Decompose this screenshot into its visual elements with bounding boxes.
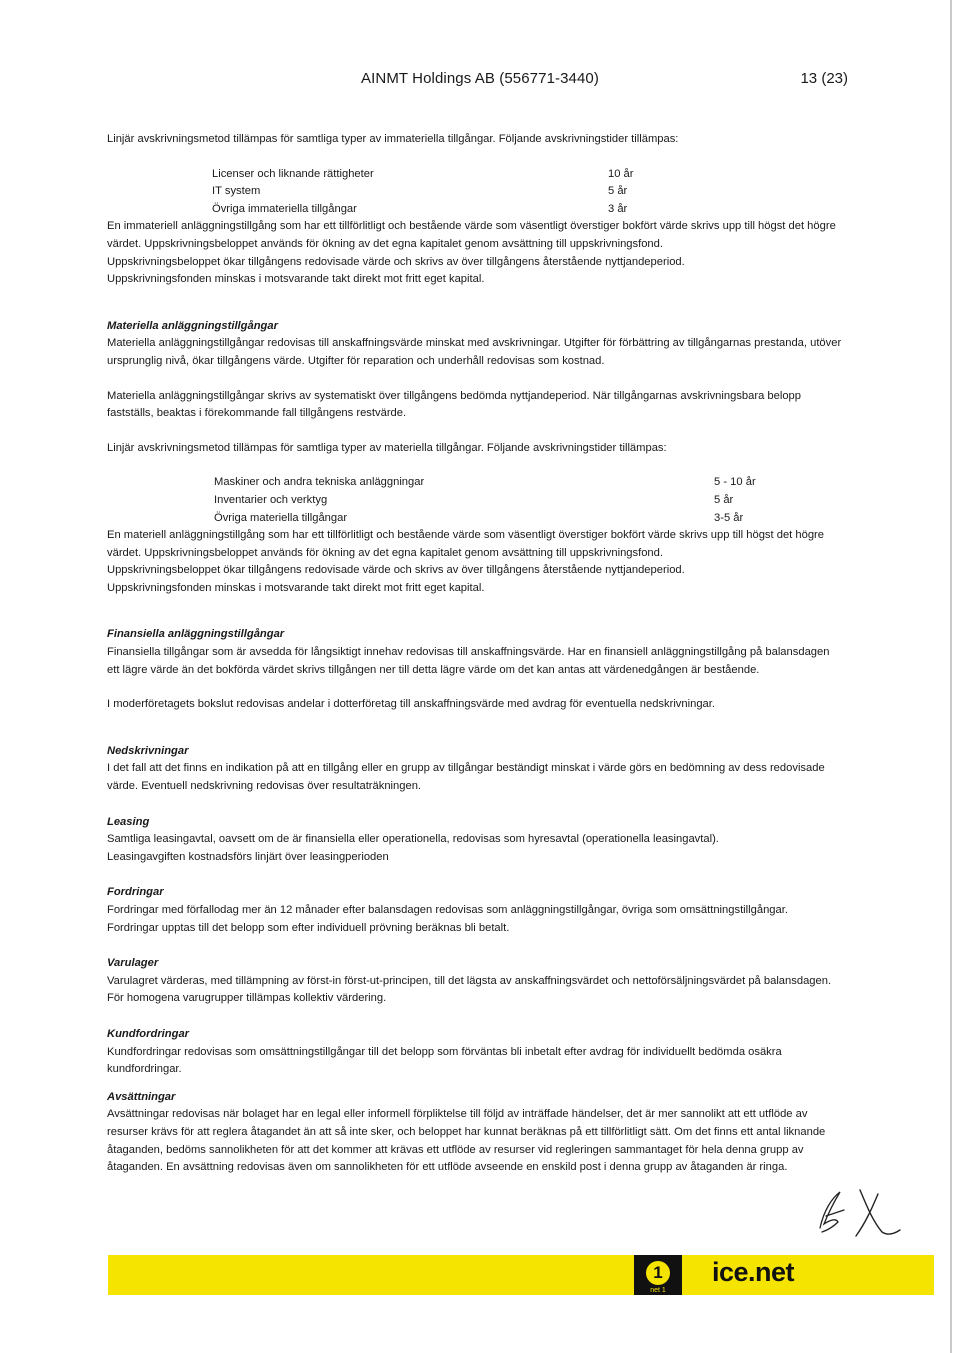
item-label: Licenser och liknande rättigheter — [212, 167, 374, 180]
paragraph: Materiella anläggningstillgångar redovisas till anskaffningsvärde minskat med avskrivningar. Utgifter för förbättring av tillgångarnas prestanda, utöver ursprunglig nivå, ökar tillgångens värde. Utgifter för reparation och underhåll redovisas som kostnad. — [107, 337, 842, 367]
intangible-revaluation-text: En immateriell anläggningstillgång som har ett tillförlitligt och bestående värde som väsentligt överstiger bokfört värde skrivs upp till högst det högre värdet. Uppskrivningsbeloppet används för ökning av det egna kapitalet genom avsättning till uppskrivningsfond. — [107, 220, 836, 250]
paragraph: Finansiella tillgångar som är avsedda för långsiktigt innehav redovisas till anskaffningsvärde. Har en finansiell anläggningstillgång på balansdagen ett lägre värde än det bokförda värdet skrivs tillgången ner till detta lägre värde om det kan antas att värdenedgången är bestående. — [107, 646, 830, 676]
item-label: IT system — [212, 185, 261, 198]
intangible-depreciation-list — [212, 166, 652, 219]
paragraph: Leasingavgiften kostnadsförs linjärt över leasingperioden — [107, 850, 389, 863]
logo-subtext: net 1 — [650, 1287, 666, 1294]
item-value: 5 - 10 år — [714, 476, 756, 489]
item-value: 5 år — [714, 493, 734, 506]
section-heading: Finansiella anläggningstillgångar — [107, 628, 285, 641]
item-value: 3 år — [608, 202, 628, 215]
section-heading: Kundfordringar — [107, 1027, 190, 1040]
item-label: Inventarier och verktyg — [214, 493, 328, 506]
paragraph: Samtliga leasingavtal, oavsett om de är finansiella eller operationella, redovisas som hyresavtal (operationella leasingavtal). — [107, 833, 719, 846]
item-label: Övriga materiella tillgångar — [214, 511, 348, 524]
section-heading: Avsättningar — [107, 1090, 176, 1103]
item-value: 10 år — [608, 167, 634, 180]
brand-name: ice.net — [712, 1257, 795, 1287]
tangible-revaluation-text: Uppskrivningsfonden minskas i motsvarande takt direkt mot fritt eget kapital. — [107, 581, 485, 594]
tangible-intro: Linjär avskrivningsmetod tillämpas för samtliga typer av materiella tillgångar. Följande avskrivningstider tillämpas: — [107, 441, 667, 454]
item-value: 3-5 år — [714, 511, 744, 524]
section-heading: Varulager — [107, 957, 159, 970]
list-item — [212, 201, 652, 219]
logo-digit: 1 — [646, 1261, 670, 1285]
section-heading: Fordringar — [107, 886, 164, 899]
intangible-intro: Linjär avskrivningsmetod tillämpas för samtliga typer av immateriella tillgångar. Följande avskrivningstider tillämpas: — [107, 133, 679, 145]
paragraph: Varulagret värderas, med tillämpning av först-in först-ut-principen, till det lägsta av anskaffningsvärdet och nettoförsäljningsvärdet på balansdagen. För homogena varugrupper tillämpas kollektiv värdering. — [107, 974, 832, 1005]
list-item — [214, 492, 774, 510]
section-heading: Materiella anläggningstillgångar — [107, 319, 278, 332]
tangible-revaluation-text: En materiell anläggningstillgång som har ett tillförlitligt och bestående värde som väsentligt överstiger bokfört värde skrivs upp till högst det högre värdet. Uppskrivningsbeloppet används för ökning av det egna kapitalet genom avsättning till uppskrivningsfond. — [107, 529, 824, 559]
section-heading: Leasing — [107, 815, 150, 828]
page-edge — [950, 0, 952, 1353]
list-item — [212, 183, 652, 201]
paragraph: Fordringar med förfallodag mer än 12 månader efter balansdagen redovisas som anläggningstillgångar, övriga som omsättningstillgångar. Fordringar upptas till det belopp som efter individuell prövning beräknas bli betalt. — [107, 904, 788, 934]
footer-brand-bar — [108, 1255, 934, 1295]
document-body — [107, 131, 842, 1177]
list-item — [214, 510, 774, 528]
paragraph: I moderföretagets bokslut redovisas andelar i dotterföretag till anskaffningsvärde med avdrag för eventuella nedskrivningar. — [107, 698, 715, 711]
page-number: 13 (23) — [800, 70, 848, 87]
intangible-revaluation-text: Uppskrivningsbeloppet ökar tillgångens redovisade värde och skrivs av över tillgångens återstående nyttjandeperiod. — [107, 255, 685, 268]
item-value: 5 år — [608, 185, 628, 198]
tangible-revaluation-text: Uppskrivningsbeloppet ökar tillgångens redovisade värde och skrivs av över tillgångens återstående nyttjandeperiod. — [107, 564, 685, 577]
signature-initials — [810, 1180, 910, 1240]
tangible-depreciation-list — [214, 474, 774, 527]
list-item — [214, 474, 774, 492]
list-item — [212, 166, 652, 184]
item-label: Maskiner och andra tekniska anläggningar — [214, 476, 425, 489]
paragraph: Materiella anläggningstillgångar skrivs av systematiskt över tillgångens bedömda nyttjandeperiod. När tillgångarnas avskrivningsbara belopp fastställs, beaktas i förekommande fall tillgångens restvärde. — [107, 389, 802, 420]
intangible-revaluation-text: Uppskrivningsfonden minskas i motsvarande takt direkt mot fritt eget kapital. — [107, 273, 485, 286]
paragraph: I det fall att det finns en indikation på att en tillgång eller en grupp av tillgångar beständigt minskat i värde görs en bedömning av dess redovisade värde. Eventuell nedskrivning redovisas över resultaträkningen. — [107, 762, 825, 793]
paragraph: Kundfordringar redovisas som omsättningstillgångar till det belopp som förväntas bli inbetalt efter avdrag för individuellt bedömda osäkra kundfordringar. — [107, 1045, 782, 1076]
paragraph: Avsättningar redovisas när bolaget har en legal eller informell förpliktelse till följd av inträffade händelser, det är mer sannolikt att ett utflöde av resurser krävs för att reglera åtagandet än att så inte sker, och beloppet har kunnat beräknas på ett tillförlitligt sätt. Om det finns ett antal liknande åtaganden, bedöms sannolikheten för att det kommer att krävas ett utflöde av resurser vid regleringen sammantaget för hela denna grupp av åtaganden. En avsättning redovisas även om sannolikheten för ett utflöde avseende en enskild post i denna grupp av åtaganden är ringa. — [107, 1108, 826, 1174]
document-header-title: AINMT Holdings AB (556771-3440) — [361, 70, 599, 87]
item-label: Övriga immateriella tillgångar — [212, 202, 357, 215]
section-heading: Nedskrivningar — [107, 744, 189, 757]
brand-logo-icon — [634, 1255, 682, 1295]
